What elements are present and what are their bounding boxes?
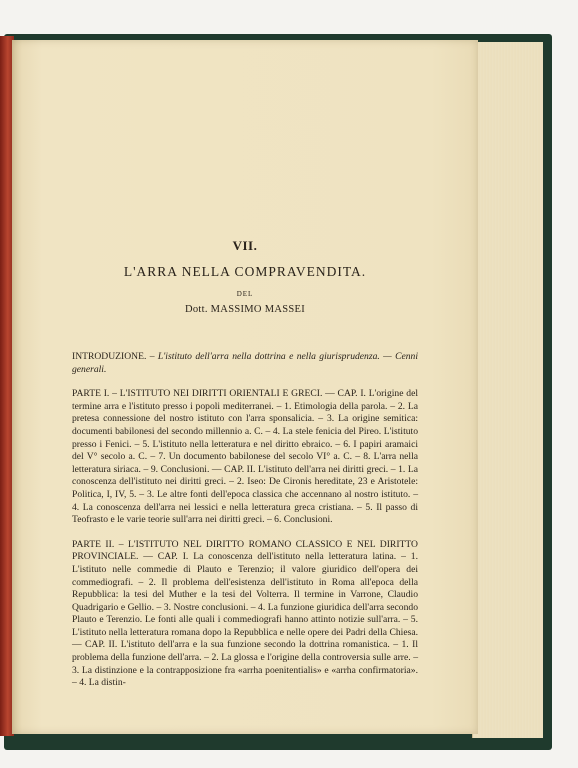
part-2-paragraph [72,539,418,690]
part-1-heading: PARTE I. [72,388,110,400]
part-1-paragraph [72,388,418,527]
part-1-text: – L'ISTITUTO NEI DIRITTI ORIENTALI E GRECI. — CAP. I. L'origine del termine arra e l'istituto presso i popoli mediterranei. – 1. Etimologia della parola. – 2. La pretesa connessione del nostro istituto con l'arra sponsalicia. – 3. La origine semitica: documenti babilonesi del secondo millennio a. C. – 4. La stele fenicia del Pireo. L'istituto presso i Fenici. – 5. L'istituto nella letteratura e nel diritto ebraico. – 6. I papiri aramaici del V° secolo a. C. – 7. Un documento babilonese del secolo VI° a. C. – 8. L'arra nella letteratura siriaca. – 9. Conclusioni. — CAP. II. L'istituto dell'arra nei diritti greci. – 1. La conoscenza dell'istituto nei diritti greci. – 2. Iseo: De Cironis hereditate, 23 e Aristotele: Politica, I, IV, 5. – 3. Le altre fonti dell'epoca classica che accennano al nostro istituto. – 4. La conoscenza dell'arra nei lessici e nella letteratura greca cristiana. – 5. Il passo di Teofrasto e le varie teorie sull'arra nei diritti greci. – 6. Conclusioni. [72,388,419,526]
page-content [72,238,418,702]
author-name: Dott. MASSIMO MASSEI [184,304,306,315]
introduction-paragraph [72,351,418,376]
introduction-text: – L'istituto dell'arra nella dottrina e nella giurisprudenza. — Cenni generali. [72,351,418,375]
introduction-heading: INTRODUZIONE. [72,351,147,362]
part-2-text: – L'ISTITUTO NEL DIRITTO ROMANO CLASSICO E NEL DIRITTO PROVINCIALE. — CAP. I. La conoscenza dell'istituto nella letteratura latina. – 1. L'istituto nelle commedie di Plauto e Terenzio; il valore giuridico dell'opera dei commediografi. – 2. Il problema dell'esistenza dell'istituto in Roma all'epoca della Repubblica: la tesi del Muther e la tesi del Volterra. Il termine in Varrone, Claudio Quadrigario e Gellio. – 3. Nostre conclusioni. – 4. La funzione giuridica dell'arra secondo Plauto e Terenzio. Le fonti alle quali i commediografi hanno attinto notizie sull'arra. – 5. L'istituto nella letteratura romana dopo la Repubblica e nelle opere dei Padri della Chiesa. — CAP. II. L'istituto dell'arra e la sua funzione secondo la dottrina romanistica. – 1. Il problema della funzione dell'arra. – 2. La glossa e l'origine della controversia sulle arre. – 3. La distinzione e la contrapposizione fra «arrha poenitentialis» e «arrha confirmatoria». – 4. La distin- [72,538,418,689]
part-2-heading: PARTE II. [72,538,115,550]
page-edges [472,42,543,738]
chapter-title: L'ARRA NELLA COMPRAVENDITA. [123,264,367,279]
byline-prefix: DEL [236,290,254,298]
chapter-number: VII. [232,238,258,253]
book-page [12,40,478,734]
